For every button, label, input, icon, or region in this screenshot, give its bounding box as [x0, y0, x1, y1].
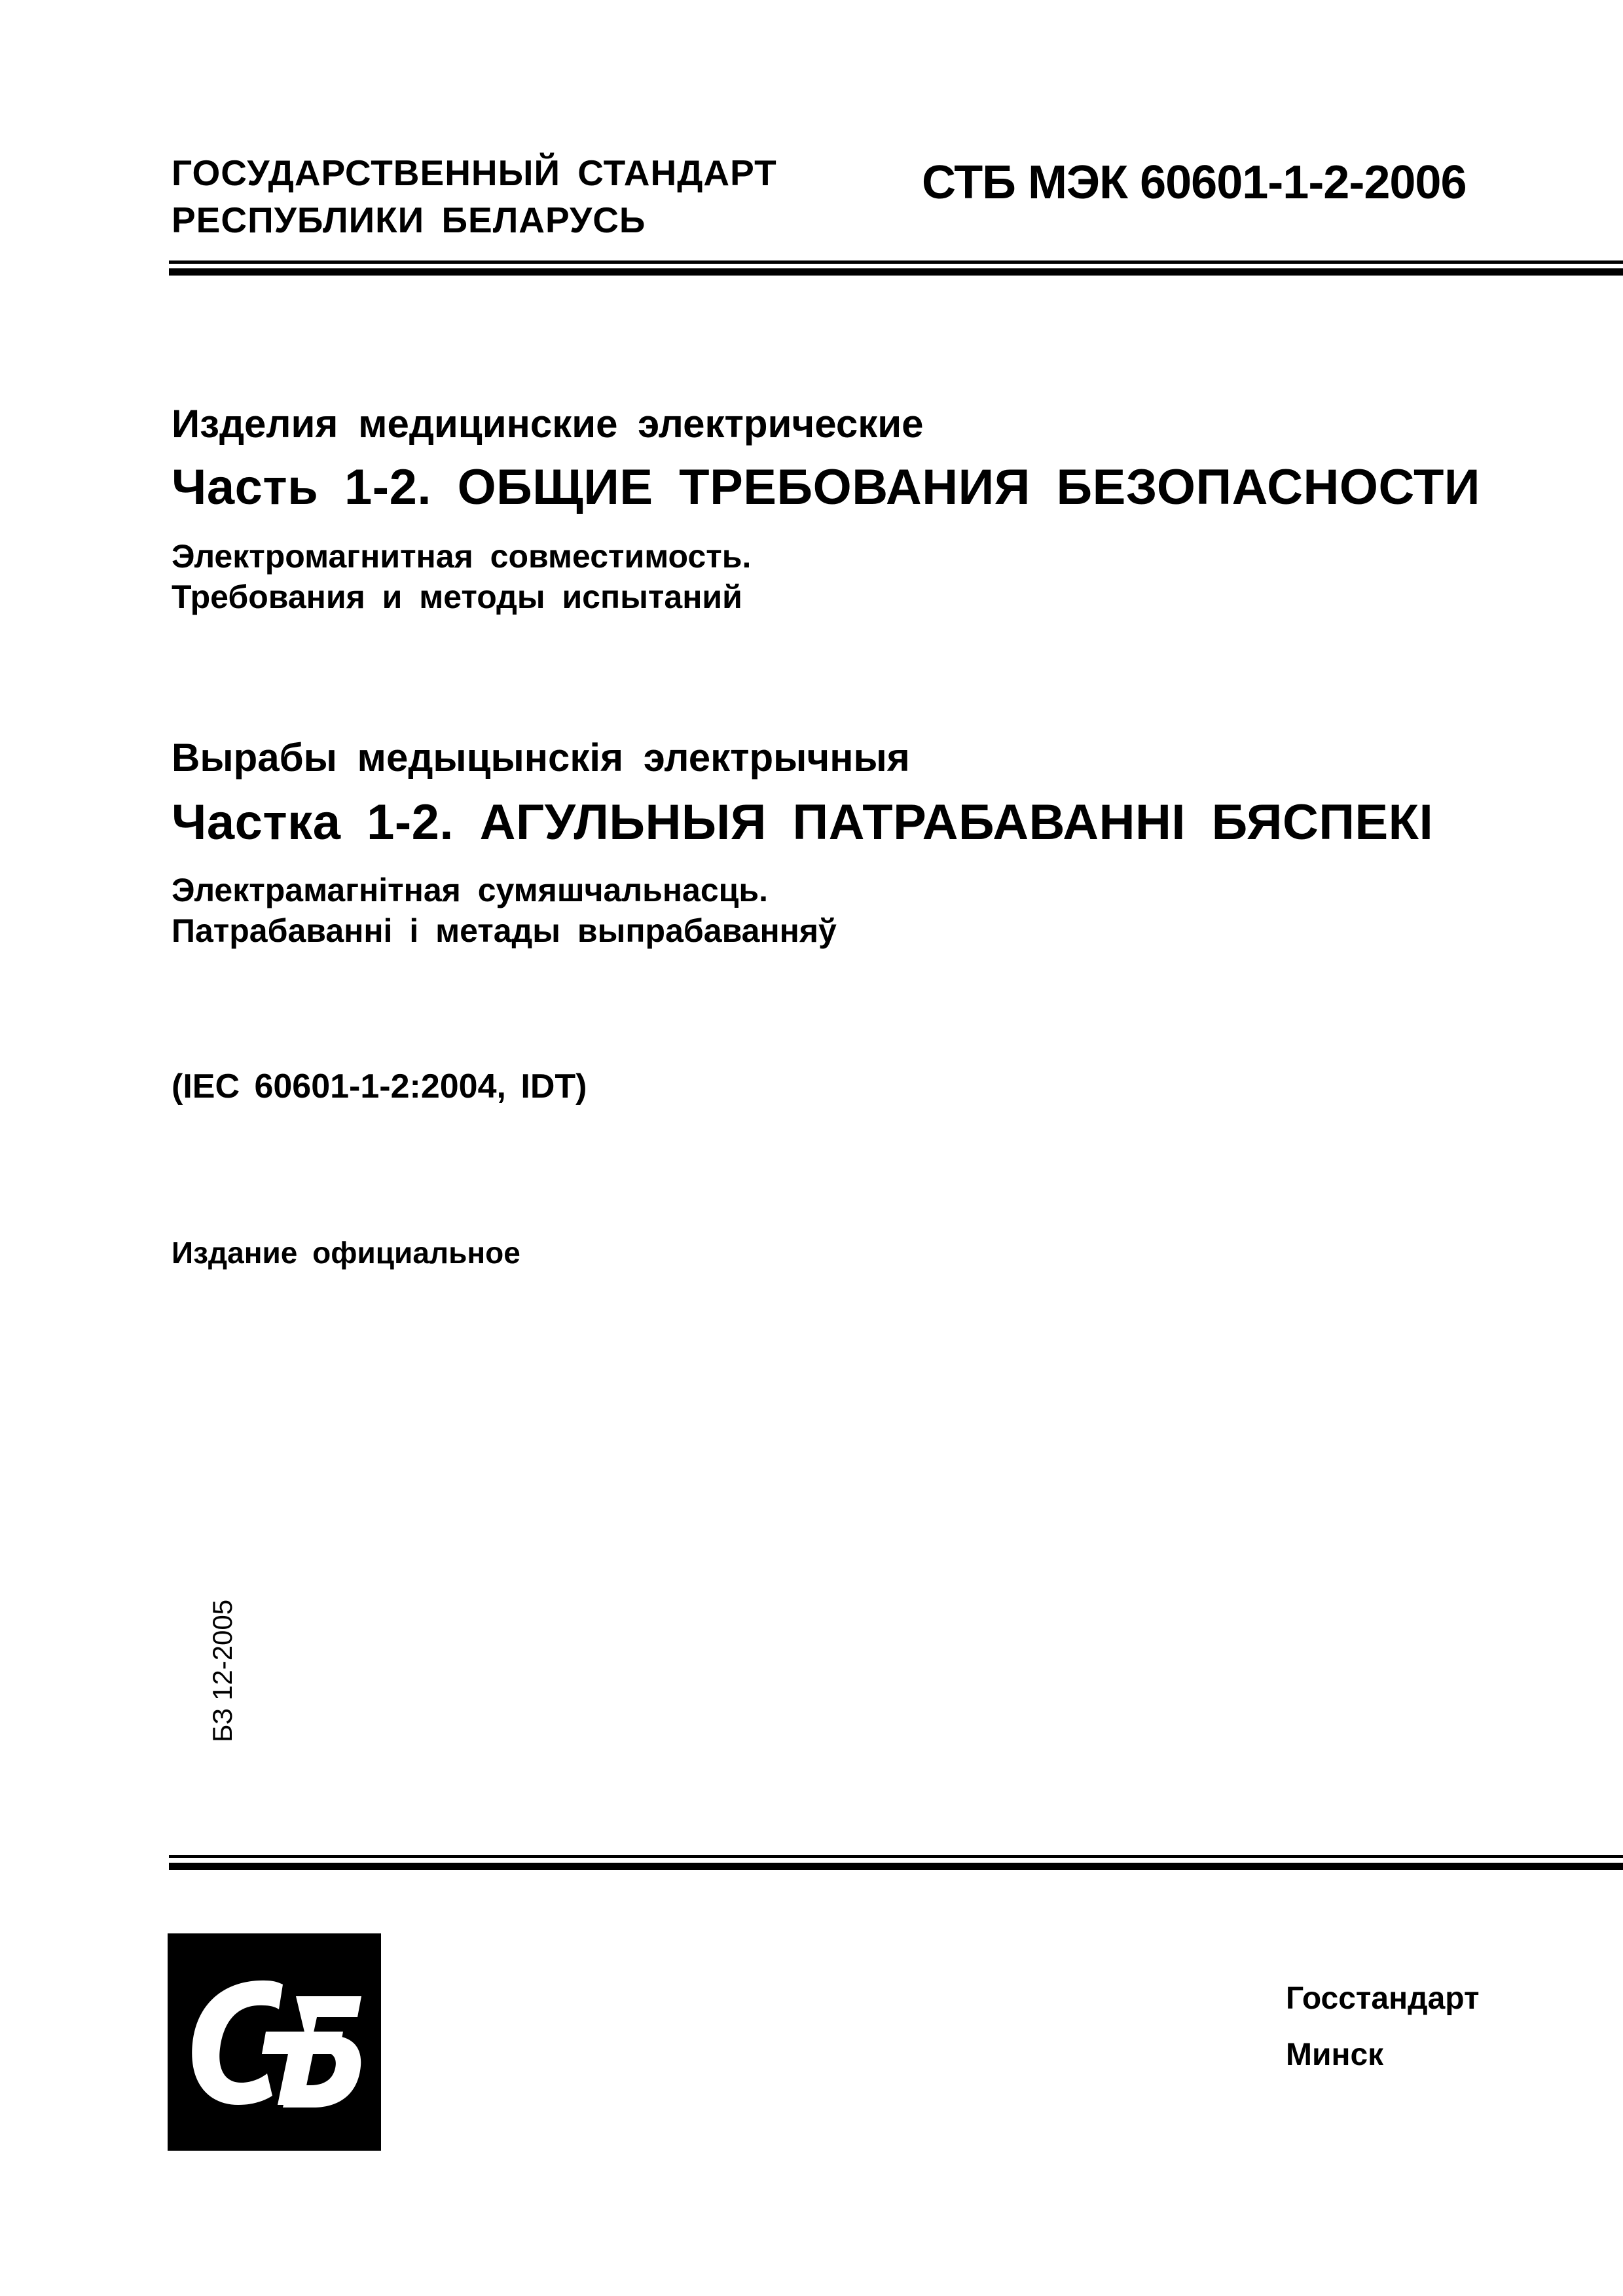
russian-title-line2: Часть 1-2. ОБЩИЕ ТРЕБОВАНИЯ БЕЗОПАСНОСТИ — [172, 459, 1481, 515]
russian-title-line1: Изделия медицинские электрические — [172, 402, 924, 446]
publisher-city: Минск — [1286, 2037, 1384, 2072]
side-code: БЗ 12-2005 — [207, 1599, 238, 1743]
russian-title-line3: Электромагнитная совместимость. — [172, 538, 752, 575]
issuing-authority-line2: РЕСПУБЛИКИ БЕЛАРУСЬ — [172, 200, 646, 240]
stb-logo-icon — [168, 1933, 381, 2151]
standard-number: СТБ МЭК 60601-1-2-2006 — [922, 156, 1467, 209]
footer-rule-thick — [169, 1863, 1623, 1870]
stb-logo — [168, 1933, 381, 2151]
header-rule-thick — [169, 268, 1623, 276]
issuing-authority — [172, 149, 777, 243]
belarusian-title-line1: Вырабы медыцынскія электрычныя — [172, 736, 910, 780]
belarusian-title-line3: Электрамагнітная сумяшчальнасць. — [172, 872, 769, 908]
edition-label: Издание официальное — [172, 1236, 520, 1270]
issuing-authority-line1: ГОСУДАРСТВЕННЫЙ СТАНДАРТ — [172, 152, 777, 193]
international-reference: (IEC 60601-1-2:2004, IDT) — [172, 1067, 587, 1105]
belarusian-title-line4: Патрабаванні і метады выпрабаванняў — [172, 912, 837, 949]
header-rule-thin — [169, 260, 1623, 264]
belarusian-title-line2: Частка 1-2. АГУЛЬНЫЯ ПАТРАБАВАННІ БЯСПЕКІ — [172, 795, 1434, 850]
russian-title-line4: Требования и методы испытаний — [172, 579, 742, 615]
publisher-name: Госстандарт — [1286, 1981, 1480, 2016]
footer-rule-thin — [169, 1855, 1623, 1858]
